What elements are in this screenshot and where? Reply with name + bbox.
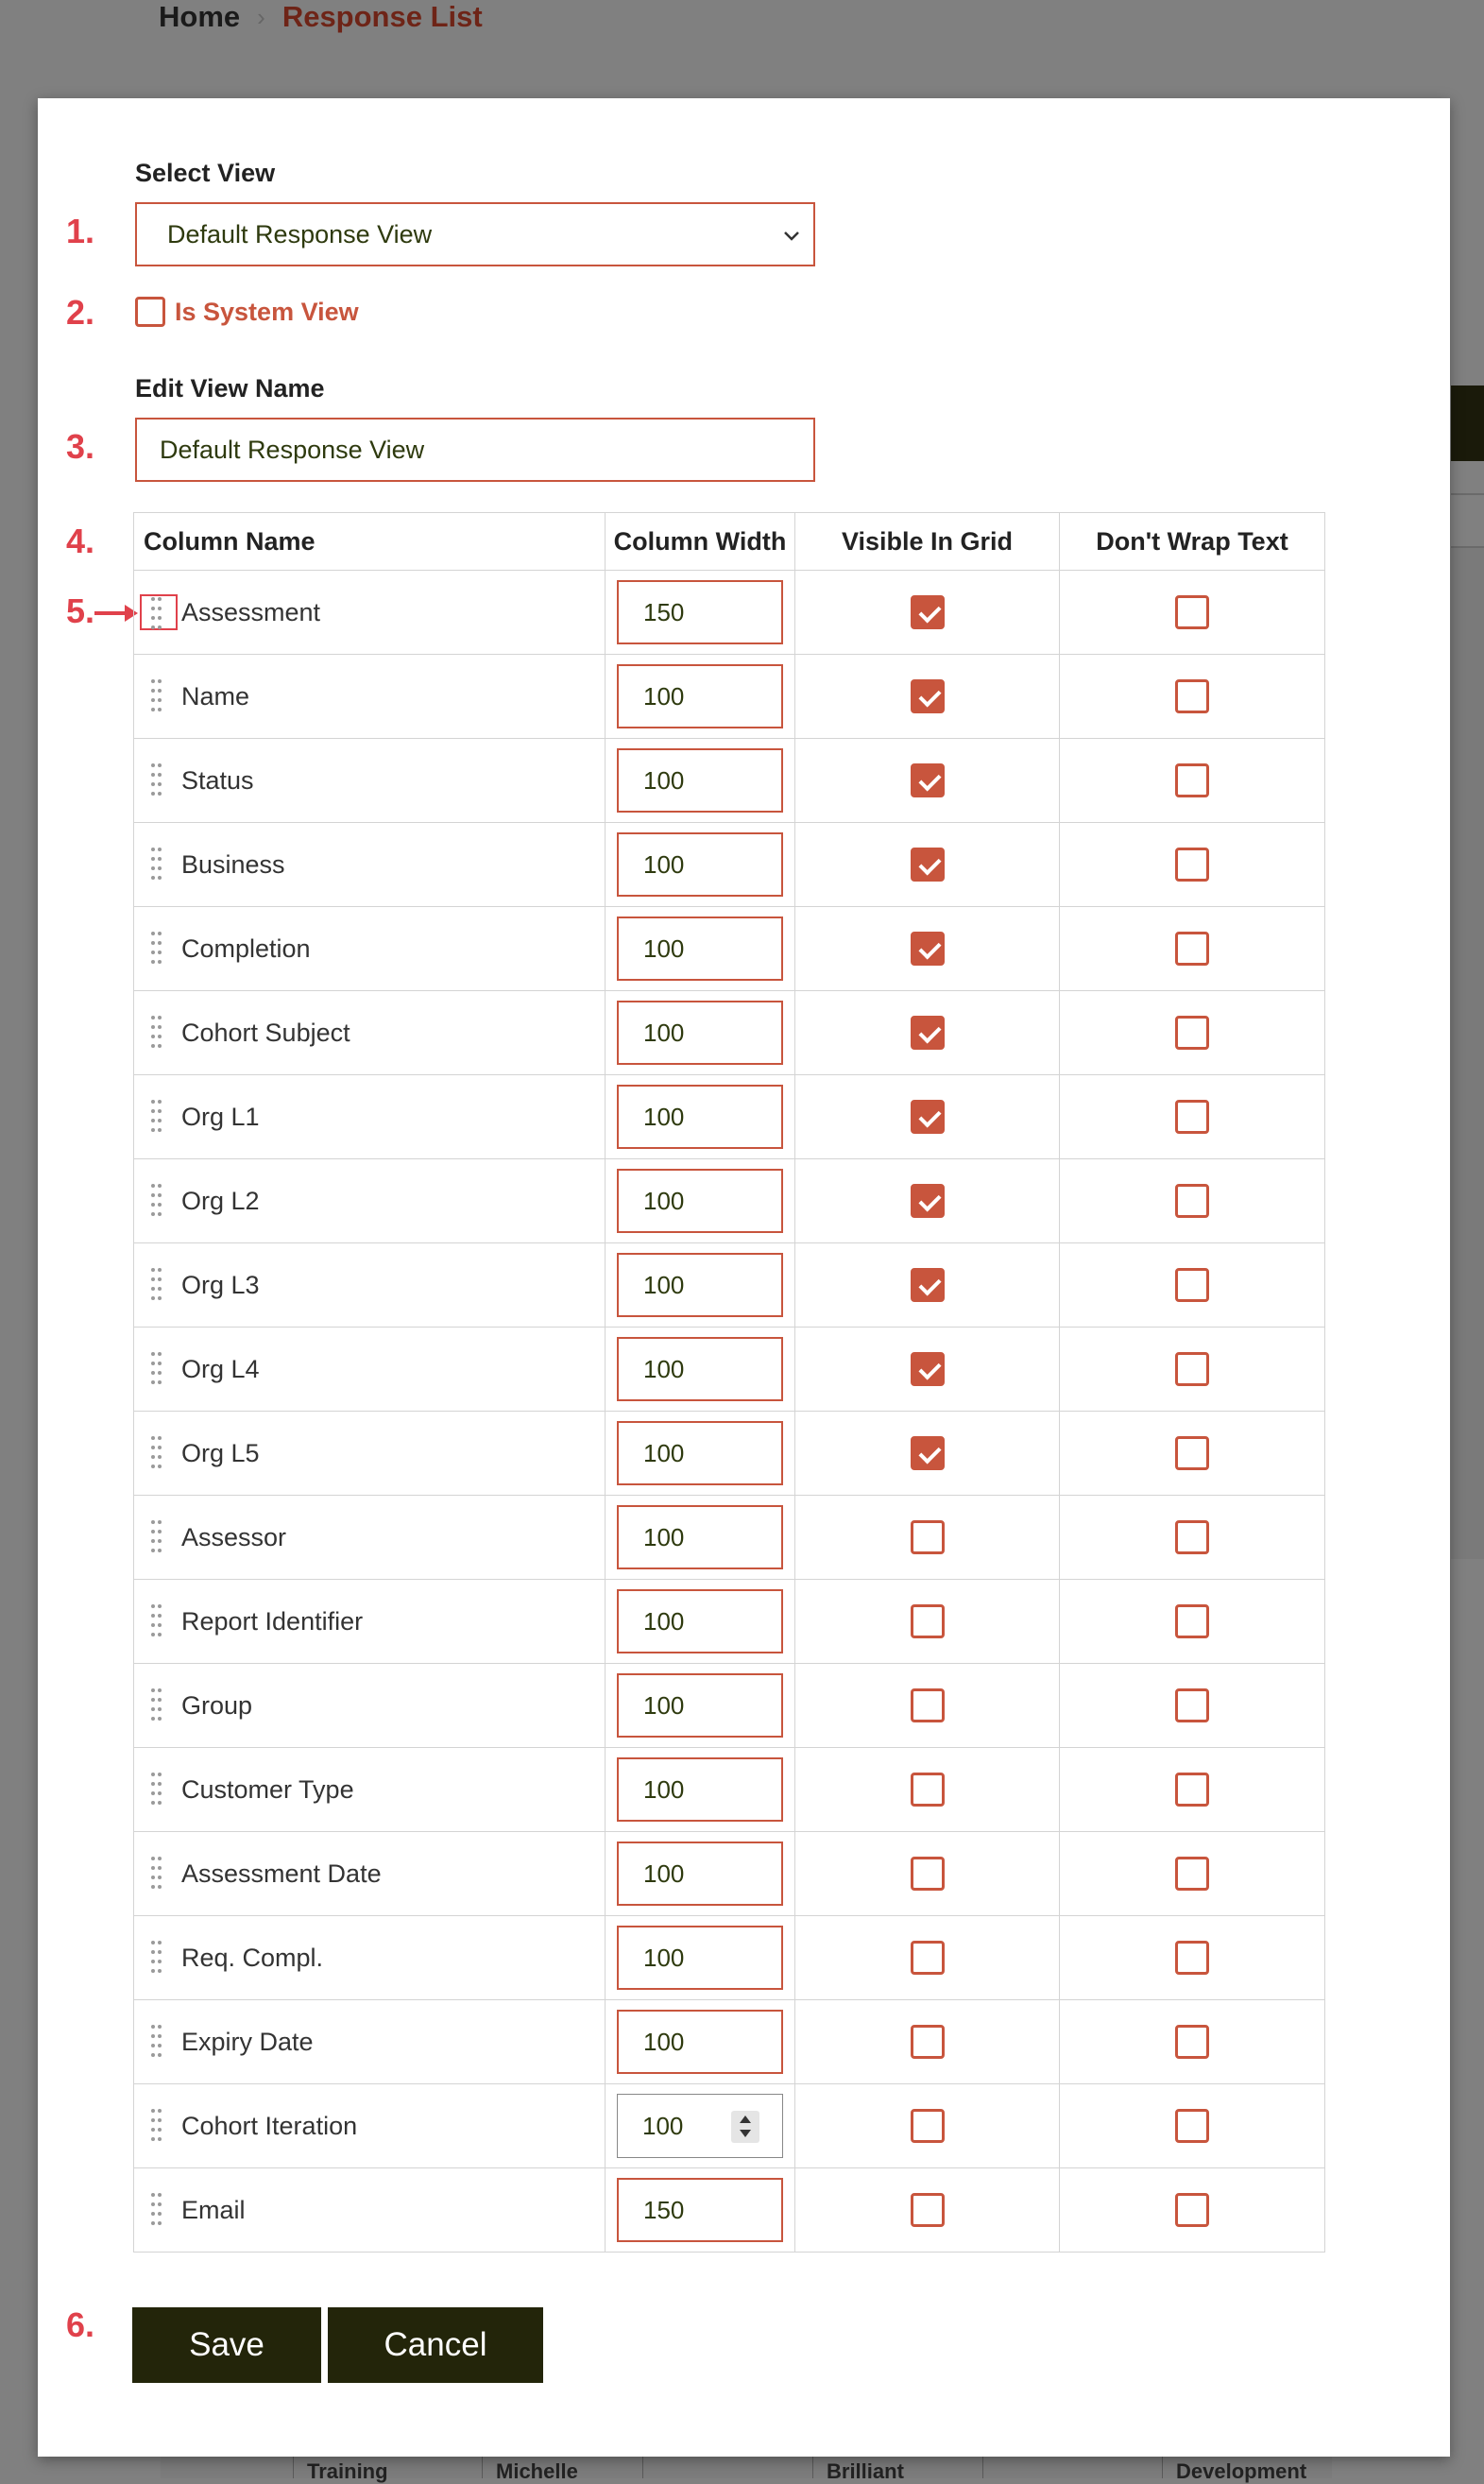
- dont-wrap-text-cell: [1060, 571, 1325, 655]
- column-name-cell: [134, 1580, 606, 1664]
- dont-wrap-text-cell: [1060, 2168, 1325, 2253]
- column-width-value: 100: [643, 1606, 685, 1636]
- cancel-button[interactable]: Cancel: [328, 2307, 543, 2383]
- column-width-value: 100: [643, 1522, 685, 1551]
- column-name-label: Email: [181, 2195, 246, 2224]
- column-name-wrapper: [134, 991, 605, 1074]
- column-name-label: Cohort Subject: [181, 1018, 350, 1047]
- column-width-value: 100: [643, 1102, 685, 1131]
- spinner-icon[interactable]: [731, 2111, 759, 2143]
- table-row: [134, 2168, 1325, 2253]
- drag-handle-icon[interactable]: [149, 2024, 170, 2060]
- select-view-dropdown[interactable]: [135, 202, 815, 266]
- visible-in-grid-cell: [795, 2168, 1060, 2253]
- column-name-label: Org L1: [181, 1102, 260, 1131]
- edit-view-modal: [38, 98, 1450, 2457]
- column-name-label: Expiry Date: [181, 2027, 314, 2056]
- column-width-value: 100: [643, 1438, 685, 1467]
- column-width-cell: [606, 1412, 795, 1496]
- table-row: [134, 1664, 1325, 1748]
- column-width-cell: [606, 1916, 795, 2000]
- table-row: [134, 1496, 1325, 1580]
- column-name-wrapper: [134, 1412, 605, 1495]
- column-name-wrapper: [134, 1075, 605, 1158]
- column-width-cell: [606, 1580, 795, 1664]
- column-width-value: 150: [643, 597, 685, 626]
- column-width-cell: [606, 1328, 795, 1412]
- column-width-input[interactable]: [617, 1253, 783, 1317]
- visible-in-grid-cell: [795, 571, 1060, 655]
- column-name-cell: [134, 823, 606, 907]
- breadcrumb-current: Response List: [281, 0, 483, 33]
- column-name-wrapper: [134, 1748, 605, 1831]
- column-name-cell: [134, 991, 606, 1075]
- column-name-label: Req. Compl.: [181, 1943, 324, 1972]
- visible-in-grid-cell: [795, 739, 1060, 823]
- drag-handle-icon[interactable]: [149, 2192, 170, 2228]
- table-row: [134, 1412, 1325, 1496]
- drag-handle-icon[interactable]: [149, 1519, 170, 1555]
- column-width-value: 100: [643, 2027, 685, 2056]
- column-name-header: Column Name: [134, 513, 606, 571]
- column-name-label: Org L4: [181, 1354, 260, 1383]
- column-width-input[interactable]: [617, 1421, 783, 1485]
- visible-in-grid-cell: [795, 1328, 1060, 1412]
- column-name-wrapper: [134, 1496, 605, 1579]
- column-width-header: Column Width: [606, 513, 795, 571]
- dont-wrap-text-cell: [1060, 823, 1325, 907]
- dont-wrap-checkbox[interactable]: [1175, 932, 1209, 966]
- dont-wrap-text-cell: [1060, 1580, 1325, 1664]
- column-width-input[interactable]: [617, 2010, 783, 2074]
- column-name-cell: [134, 1916, 606, 2000]
- dont-wrap-text-cell: [1060, 1916, 1325, 2000]
- drag-handle-icon[interactable]: [149, 678, 170, 714]
- column-name-cell: [134, 655, 606, 739]
- dont-wrap-checkbox[interactable]: [1175, 1352, 1209, 1386]
- dont-wrap-text-cell: [1060, 2084, 1325, 2168]
- column-width-cell: [606, 2168, 795, 2253]
- system-view-label: Is System View: [175, 297, 359, 326]
- visible-in-grid-cell: [795, 1580, 1060, 1664]
- table-row: [134, 1580, 1325, 1664]
- column-name-label: Assessment Date: [181, 1859, 382, 1888]
- dont-wrap-checkbox[interactable]: [1175, 2025, 1209, 2059]
- dont-wrap-text-cell: [1060, 1328, 1325, 1412]
- column-name-wrapper: [134, 739, 605, 822]
- column-name-wrapper: [134, 1664, 605, 1747]
- breadcrumb-home[interactable]: Home: [159, 0, 241, 33]
- visible-in-grid-cell: [795, 991, 1060, 1075]
- breadcrumb-separator-icon: ›: [257, 2, 265, 31]
- dont-wrap-text-cell: [1060, 1664, 1325, 1748]
- dont-wrap-checkbox[interactable]: [1175, 1773, 1209, 1807]
- column-name-label: Org L5: [181, 1438, 260, 1467]
- drag-handle-icon[interactable]: [149, 931, 170, 967]
- dont-wrap-text-cell: [1060, 1159, 1325, 1243]
- column-width-input[interactable]: [617, 1169, 783, 1233]
- column-width-cell: [606, 1832, 795, 1916]
- column-name-cell: [134, 1496, 606, 1580]
- dont-wrap-checkbox[interactable]: [1175, 1520, 1209, 1554]
- column-name-wrapper: [134, 907, 605, 990]
- drag-handle-icon[interactable]: [140, 594, 178, 630]
- column-width-input[interactable]: [617, 1842, 783, 1906]
- table-row: [134, 1832, 1325, 1916]
- column-name-cell: [134, 2084, 606, 2168]
- dont-wrap-checkbox[interactable]: [1175, 595, 1209, 629]
- column-name-cell: [134, 1075, 606, 1159]
- column-name-wrapper: [134, 1328, 605, 1411]
- dont-wrap-text-header: Don't Wrap Text: [1060, 513, 1325, 571]
- visible-checkbox-checked[interactable]: [911, 763, 945, 797]
- column-width-input[interactable]: [617, 1757, 783, 1822]
- column-width-cell: [606, 739, 795, 823]
- view-name-value: Default Response View: [160, 435, 425, 464]
- column-width-cell: [606, 823, 795, 907]
- column-name-label: Completion: [181, 934, 311, 963]
- visible-checkbox[interactable]: [911, 1941, 945, 1975]
- column-width-cell: [606, 655, 795, 739]
- dont-wrap-checkbox[interactable]: [1175, 1941, 1209, 1975]
- column-width-cell: [606, 1243, 795, 1328]
- column-name-wrapper: [134, 2084, 605, 2167]
- background-cell: Development: [1162, 2452, 1332, 2478]
- visible-in-grid-cell: [795, 823, 1060, 907]
- column-width-input[interactable]: [617, 1337, 783, 1401]
- column-name-cell: [134, 1159, 606, 1243]
- system-view-row: [135, 297, 359, 327]
- view-name-input[interactable]: [135, 418, 815, 482]
- table-row: [134, 1075, 1325, 1159]
- table-row: [134, 1243, 1325, 1328]
- table-body: [134, 571, 1325, 2253]
- column-name-label: Customer Type: [181, 1774, 354, 1804]
- step-marker: 6.: [66, 2305, 95, 2344]
- drag-handle-icon[interactable]: [149, 1940, 170, 1976]
- table-row: [134, 823, 1325, 907]
- column-width-value: 100: [643, 1018, 685, 1047]
- column-name-cell: [134, 739, 606, 823]
- column-name-label: Name: [181, 681, 250, 711]
- drag-handle-icon[interactable]: [149, 1435, 170, 1471]
- dont-wrap-checkbox[interactable]: [1175, 1184, 1209, 1218]
- column-width-input[interactable]: [617, 832, 783, 897]
- dont-wrap-text-cell: [1060, 1832, 1325, 1916]
- dont-wrap-text-cell: [1060, 655, 1325, 739]
- drag-handle-icon[interactable]: [149, 1183, 170, 1219]
- dont-wrap-checkbox[interactable]: [1175, 1100, 1209, 1134]
- column-name-label: Business: [181, 849, 285, 879]
- table-row: [134, 991, 1325, 1075]
- drag-handle-icon[interactable]: [149, 1856, 170, 1892]
- column-width-cell: [606, 907, 795, 991]
- column-name-label: Assessment: [181, 597, 321, 626]
- visible-checkbox-checked[interactable]: [911, 595, 945, 629]
- background-button: [1451, 385, 1484, 461]
- column-width-input[interactable]: [617, 1001, 783, 1065]
- dont-wrap-checkbox[interactable]: [1175, 679, 1209, 713]
- visible-checkbox-checked[interactable]: [911, 679, 945, 713]
- table-row: [134, 571, 1325, 655]
- visible-checkbox[interactable]: [911, 2025, 945, 2059]
- column-name-cell: [134, 1832, 606, 1916]
- table-row: [134, 1916, 1325, 2000]
- column-width-input[interactable]: [617, 917, 783, 981]
- background-cell: Training: [293, 2452, 482, 2478]
- column-width-value: 100: [643, 1354, 685, 1383]
- drag-handle-icon[interactable]: [149, 2108, 170, 2144]
- visible-in-grid-cell: [795, 1832, 1060, 1916]
- column-name-wrapper: [134, 571, 605, 654]
- column-name-cell: [134, 907, 606, 991]
- dont-wrap-checkbox[interactable]: [1175, 2109, 1209, 2143]
- column-width-cell: [606, 1664, 795, 1748]
- column-name-cell: [134, 571, 606, 655]
- column-name-label: Group: [181, 1690, 253, 1720]
- column-width-value: 100: [643, 1270, 685, 1299]
- column-width-input[interactable]: [617, 2178, 783, 2242]
- column-name-wrapper: [134, 2168, 605, 2252]
- drag-handle-icon[interactable]: [149, 1267, 170, 1303]
- column-name-label: Org L2: [181, 1186, 260, 1215]
- column-width-input[interactable]: [617, 1505, 783, 1569]
- visible-in-grid-cell: [795, 1412, 1060, 1496]
- drag-handle-icon[interactable]: [149, 1015, 170, 1051]
- dont-wrap-text-cell: [1060, 907, 1325, 991]
- chevron-down-icon: [781, 225, 802, 246]
- column-name-wrapper: [134, 1916, 605, 1999]
- column-width-cell: [606, 571, 795, 655]
- dont-wrap-checkbox[interactable]: [1175, 1688, 1209, 1722]
- column-name-label: Cohort Iteration: [181, 2111, 358, 2140]
- visible-checkbox[interactable]: [911, 1688, 945, 1722]
- column-width-cell: [606, 2084, 795, 2168]
- table-row: [134, 1748, 1325, 1832]
- column-width-value: 100: [643, 681, 685, 711]
- select-view-value: Default Response View: [167, 219, 433, 248]
- visible-in-grid-header: Visible In Grid: [795, 513, 1060, 571]
- dont-wrap-text-cell: [1060, 2000, 1325, 2084]
- column-name-wrapper: [134, 1580, 605, 1663]
- visible-checkbox[interactable]: [911, 1604, 945, 1638]
- column-width-cell: [606, 991, 795, 1075]
- visible-in-grid-cell: [795, 1916, 1060, 2000]
- dont-wrap-text-cell: [1060, 1243, 1325, 1328]
- dont-wrap-checkbox[interactable]: [1175, 2193, 1209, 2227]
- step-marker: 4.: [66, 522, 95, 560]
- column-width-value: 100: [643, 1774, 685, 1804]
- column-width-input[interactable]: [617, 664, 783, 728]
- breadcrumb: [159, 0, 483, 34]
- dont-wrap-checkbox[interactable]: [1175, 1268, 1209, 1302]
- column-width-cell: [606, 1075, 795, 1159]
- drag-handle-icon[interactable]: [149, 847, 170, 882]
- column-name-cell: [134, 2168, 606, 2253]
- background-panel: [1451, 548, 1484, 1559]
- dont-wrap-checkbox[interactable]: [1175, 1604, 1209, 1638]
- column-width-cell: [606, 1748, 795, 1832]
- dont-wrap-text-cell: [1060, 1748, 1325, 1832]
- visible-checkbox-checked[interactable]: [911, 1184, 945, 1218]
- column-name-wrapper: [134, 823, 605, 906]
- system-view-checkbox[interactable]: [135, 297, 165, 327]
- column-width-value: 100: [643, 1859, 685, 1888]
- column-width-value: 100: [643, 849, 685, 879]
- visible-in-grid-cell: [795, 907, 1060, 991]
- visible-checkbox-checked[interactable]: [911, 1268, 945, 1302]
- columns-table: [133, 512, 1325, 2253]
- visible-checkbox[interactable]: [911, 2193, 945, 2227]
- visible-in-grid-cell: [795, 1664, 1060, 1748]
- column-width-cell: [606, 2000, 795, 2084]
- column-name-wrapper: [134, 655, 605, 738]
- column-name-label: Org L3: [181, 1270, 260, 1299]
- drag-handle-icon[interactable]: [149, 1772, 170, 1807]
- visible-in-grid-cell: [795, 2084, 1060, 2168]
- visible-checkbox-checked[interactable]: [911, 1436, 945, 1470]
- visible-checkbox[interactable]: [911, 1773, 945, 1807]
- dont-wrap-checkbox[interactable]: [1175, 848, 1209, 882]
- column-name-label: Status: [181, 765, 254, 795]
- drag-handle-icon[interactable]: [149, 1603, 170, 1639]
- table-row: [134, 739, 1325, 823]
- visible-in-grid-cell: [795, 1748, 1060, 1832]
- visible-checkbox-checked[interactable]: [911, 1100, 945, 1134]
- column-width-value: 100: [643, 1690, 685, 1720]
- column-width-input[interactable]: [617, 1926, 783, 1990]
- table-header-row: [134, 513, 1325, 571]
- column-name-label: Report Identifier: [181, 1606, 364, 1636]
- visible-checkbox[interactable]: [911, 1857, 945, 1891]
- dont-wrap-checkbox[interactable]: [1175, 1436, 1209, 1470]
- visible-checkbox[interactable]: [911, 2109, 945, 2143]
- column-name-wrapper: [134, 1159, 605, 1242]
- column-width-input[interactable]: [617, 1589, 783, 1653]
- column-width-value: 100: [643, 934, 685, 963]
- table-row: [134, 1328, 1325, 1412]
- column-width-value: 100: [643, 1186, 685, 1215]
- drag-handle-icon[interactable]: [149, 1351, 170, 1387]
- column-name-cell: [134, 1748, 606, 1832]
- dont-wrap-text-cell: [1060, 1412, 1325, 1496]
- table-row: [134, 655, 1325, 739]
- visible-checkbox-checked[interactable]: [911, 1352, 945, 1386]
- column-width-input[interactable]: [617, 580, 783, 644]
- column-name-cell: [134, 1328, 606, 1412]
- table-row: [134, 2000, 1325, 2084]
- dont-wrap-text-cell: [1060, 1496, 1325, 1580]
- column-name-cell: [134, 1243, 606, 1328]
- dont-wrap-checkbox[interactable]: [1175, 1857, 1209, 1891]
- step-marker: 2.: [66, 293, 95, 332]
- step-marker: 5.: [66, 591, 95, 630]
- dont-wrap-checkbox[interactable]: [1175, 763, 1209, 797]
- visible-in-grid-cell: [795, 1243, 1060, 1328]
- column-width-value: 100: [643, 765, 685, 795]
- drag-handle-icon[interactable]: [149, 1099, 170, 1135]
- column-name-cell: [134, 1412, 606, 1496]
- visible-in-grid-cell: [795, 655, 1060, 739]
- edit-view-name-label: Edit View Name: [135, 374, 325, 403]
- background-cell: Michelle: [482, 2452, 642, 2478]
- column-name-wrapper: [134, 1832, 605, 1915]
- visible-checkbox-checked[interactable]: [911, 1016, 945, 1050]
- dont-wrap-checkbox[interactable]: [1175, 1016, 1209, 1050]
- column-name-wrapper: [134, 2000, 605, 2083]
- drag-handle-icon[interactable]: [149, 1687, 170, 1723]
- column-name-cell: [134, 2000, 606, 2084]
- column-width-cell: [606, 1496, 795, 1580]
- column-width-input[interactable]: [617, 1085, 783, 1149]
- dont-wrap-text-cell: [1060, 991, 1325, 1075]
- column-width-input[interactable]: [617, 2094, 783, 2158]
- dont-wrap-text-cell: [1060, 739, 1325, 823]
- drag-handle-icon[interactable]: [149, 762, 170, 798]
- step-marker: 3.: [66, 427, 95, 466]
- column-width-cell: [606, 1159, 795, 1243]
- visible-checkbox[interactable]: [911, 1520, 945, 1554]
- background-cell: Brilliant: [812, 2452, 982, 2478]
- visible-checkbox-checked[interactable]: [911, 848, 945, 882]
- visible-in-grid-cell: [795, 1075, 1060, 1159]
- step-marker: 1.: [66, 212, 95, 250]
- table-row: [134, 1159, 1325, 1243]
- select-view-label: Select View: [135, 159, 276, 187]
- column-width-input[interactable]: [617, 748, 783, 813]
- column-name-wrapper: [134, 1243, 605, 1327]
- visible-checkbox-checked[interactable]: [911, 932, 945, 966]
- save-button[interactable]: Save: [132, 2307, 321, 2383]
- visible-in-grid-cell: [795, 2000, 1060, 2084]
- column-width-value: 100: [642, 2111, 684, 2140]
- table-row: [134, 2084, 1325, 2168]
- column-width-value: 100: [643, 1943, 685, 1972]
- column-name-cell: [134, 1664, 606, 1748]
- column-width-input[interactable]: [617, 1673, 783, 1738]
- column-name-label: Assessor: [181, 1522, 287, 1551]
- column-width-value: 150: [643, 2195, 685, 2224]
- background-divider: [1451, 493, 1484, 495]
- dont-wrap-text-cell: [1060, 1075, 1325, 1159]
- visible-in-grid-cell: [795, 1496, 1060, 1580]
- visible-in-grid-cell: [795, 1159, 1060, 1243]
- table-row: [134, 907, 1325, 991]
